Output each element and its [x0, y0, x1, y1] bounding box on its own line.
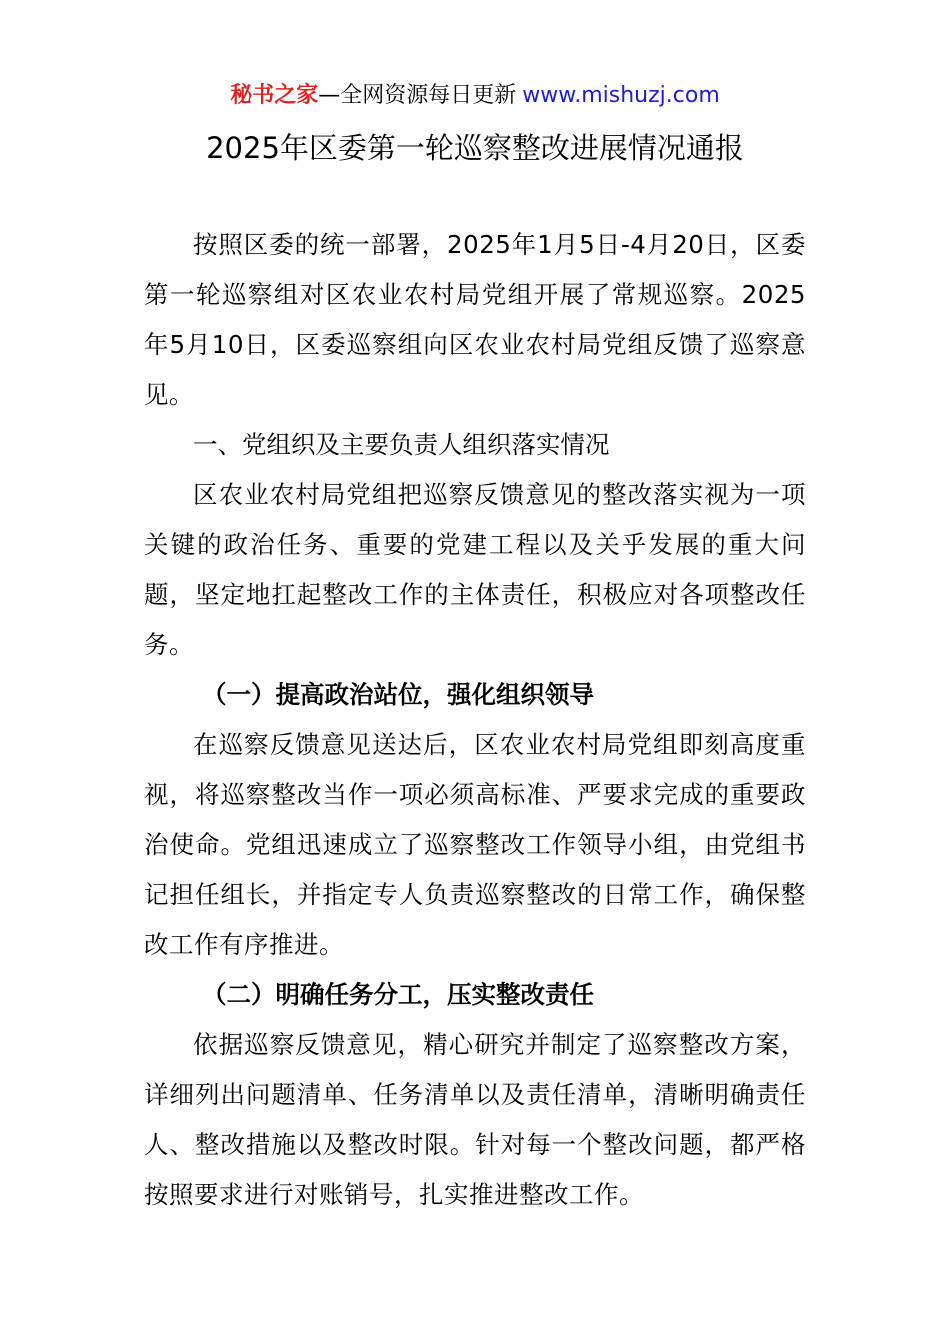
header-tagline: 全网资源每日更新 — [340, 83, 517, 108]
subsection1-heading: （一）提高政治站位，强化组织领导 — [202, 680, 594, 709]
intro-paragraph: 按照区委的统一部署，2025年1月5日-4月20日，区委第一轮巡察组对区农业农村局党组开展了常规巡察。2025年5月10日，区委巡察组向区农业农村局党组反馈了巡察意见。 — [144, 230, 806, 409]
subsection1-paragraph: 在巡察反馈意见送达后，区农业农村局党组即刻高度重视，将巡察整改当作一项必须高标准、严要求完成的重要政治使命。党组迅速成立了巡察整改工作领导小组，由党组书记担任组长，并指定专人负责巡察整改的日常工作，确保整改工作有序推进。 — [144, 730, 806, 959]
subsection2-heading: （二）明确任务分工，压实整改责任 — [202, 980, 594, 1009]
site-url-link[interactable]: www.mishuzj.com — [522, 83, 720, 108]
brand-name: 秘书之家 — [230, 83, 319, 108]
document-title: 2025年区委第一轮巡察整改进展情况通报 — [206, 131, 744, 165]
section1-heading: 一、党组织及主要负责人组织落实情况 — [193, 430, 610, 459]
section1-paragraph: 区农业农村局党组把巡察反馈意见的整改落实视为一项关键的政治任务、重要的党建工程以及关乎发展的重大问题，坚定地扛起整改工作的主体责任，积极应对各项整改任务。 — [144, 480, 806, 659]
document-body — [144, 220, 806, 1220]
header-dash: — — [318, 83, 341, 108]
subsection2-paragraph: 依据巡察反馈意见，精心研究并制定了巡察整改方案，详细列出问题清单、任务清单以及责任清单，清晰明确责任人、整改措施以及整改时限。针对每一个整改问题，都严格按照要求进行对账销号，扎实推进整改工作。 — [144, 1030, 806, 1209]
site-header — [0, 80, 950, 112]
